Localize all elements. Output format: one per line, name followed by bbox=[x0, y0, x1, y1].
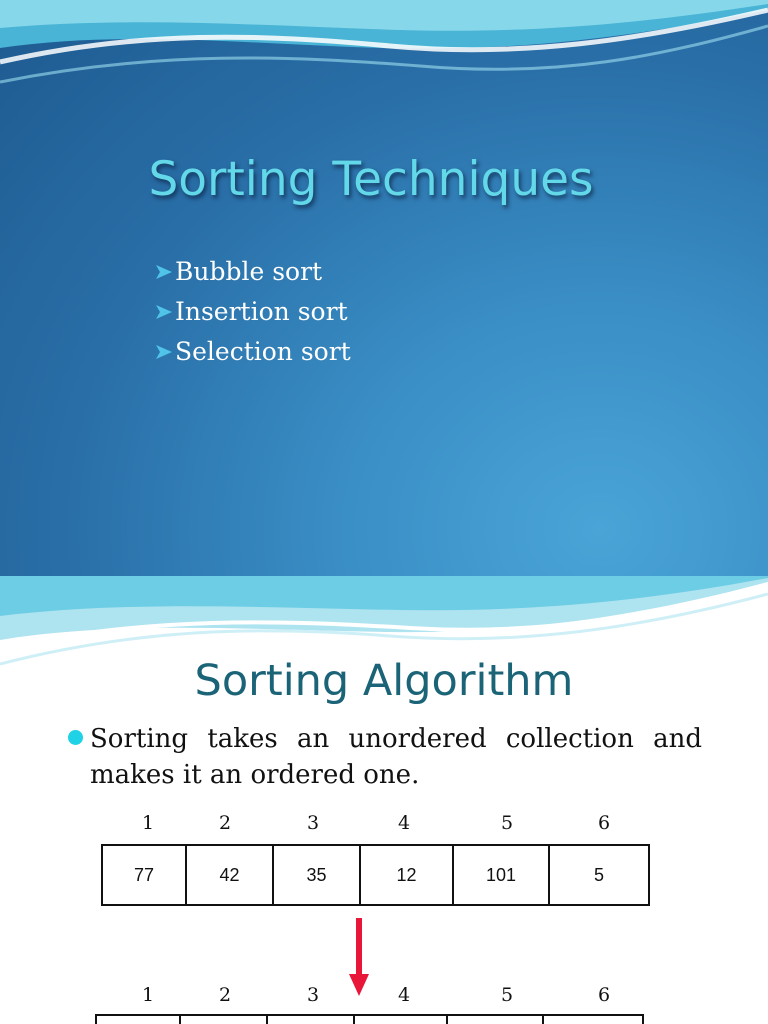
list-item bbox=[155, 252, 351, 292]
array-cell bbox=[95, 1014, 181, 1024]
array-index: 2 bbox=[218, 812, 232, 834]
wave-decoration bbox=[0, 0, 768, 120]
array-cell bbox=[179, 1014, 268, 1024]
slide-title: Sorting Algorithm bbox=[194, 656, 574, 706]
description-text: Sorting takes an unordered collection and makes it an ordered one. bbox=[90, 724, 702, 790]
array-index: 1 bbox=[141, 984, 155, 1006]
array-index: 1 bbox=[141, 812, 155, 834]
array-cell: 5 bbox=[548, 844, 650, 906]
technique-list bbox=[155, 252, 351, 372]
array-index: 5 bbox=[500, 812, 514, 834]
array-index: 6 bbox=[597, 812, 611, 834]
slide-title: Sorting Techniques bbox=[148, 152, 594, 207]
array-index: 4 bbox=[397, 812, 411, 834]
arrow-bullet-icon bbox=[155, 263, 173, 281]
list-item-label: Selection sort bbox=[175, 337, 351, 366]
slide-sorting-algorithm bbox=[0, 576, 768, 1024]
array-index: 6 bbox=[597, 984, 611, 1006]
array-cell bbox=[353, 1014, 448, 1024]
array-index: 2 bbox=[218, 984, 232, 1006]
list-item bbox=[155, 332, 351, 372]
bullet-dot-icon bbox=[68, 730, 83, 745]
arrow-bullet-icon bbox=[155, 343, 173, 361]
list-item-label: Insertion sort bbox=[175, 297, 348, 326]
array-index: 3 bbox=[306, 812, 320, 834]
array-cell: 77 bbox=[101, 844, 187, 906]
array-index: 5 bbox=[500, 984, 514, 1006]
array-cell: 42 bbox=[185, 844, 274, 906]
array-cell bbox=[266, 1014, 355, 1024]
array-index: 4 bbox=[397, 984, 411, 1006]
list-item bbox=[155, 292, 351, 332]
array-index: 3 bbox=[306, 984, 320, 1006]
array-cell bbox=[542, 1014, 644, 1024]
arrow-bullet-icon bbox=[155, 303, 173, 321]
array-cell: 12 bbox=[359, 844, 454, 906]
array-cell: 101 bbox=[452, 844, 550, 906]
down-arrow-icon bbox=[347, 918, 371, 996]
list-item-label: Bubble sort bbox=[175, 257, 323, 286]
array-cell bbox=[446, 1014, 544, 1024]
array-cell: 35 bbox=[272, 844, 361, 906]
